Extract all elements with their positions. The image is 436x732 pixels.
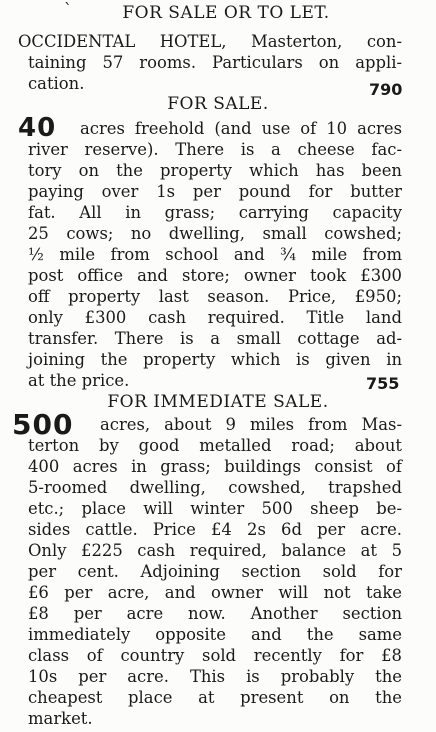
advert-line: paying over 1s per pound for butter: [28, 182, 402, 201]
advert-line: OCCIDENTAL HOTEL, Masterton, con-: [18, 32, 402, 51]
advert-line: £8 per acre now. Another section: [28, 604, 402, 623]
advert-line: etc.; place will winter 500 sheep be-: [28, 499, 402, 518]
advert-line: post office and store; owner took £300: [28, 266, 402, 285]
advert-line: market.: [28, 709, 93, 728]
advert-line: per cent. Adjoining section sold for: [28, 562, 402, 581]
advert-line: off property last season. Price, £950;: [28, 287, 402, 306]
advert-line: 25 cows; no dwelling, small cowshed;: [28, 224, 402, 243]
advert-line: tory on the property which has been: [28, 161, 402, 180]
advert-line: only £300 cash required. Title land: [28, 308, 402, 327]
advert-line: acres, about 9 miles from Mas-: [100, 415, 402, 434]
advert-line: immediately opposite and the same: [28, 625, 402, 644]
advert-line: Only £225 cash required, balance at 5: [28, 541, 402, 560]
advert-line: class of country sold recently for £8: [28, 646, 402, 665]
advert-line: joining the property which is given in: [28, 350, 402, 369]
advert-reference-number: 790: [369, 80, 403, 99]
advert-line: 10s per acre. This is probably the: [28, 667, 402, 686]
advert-line: terton by good metalled road; about: [28, 436, 402, 455]
advert-line: 5-roomed dwelling, cowshed, trapshed: [28, 478, 402, 497]
advert-line: ½ mile from school and ¾ mile from: [28, 245, 402, 264]
advert-line: taining 57 rooms. Particulars on appli-: [28, 53, 402, 72]
advert-line: £6 per acre, and owner will not take: [28, 583, 402, 602]
advert-heading: FOR SALE.: [167, 94, 269, 114]
advert-line: fat. All in grass; carrying capacity: [28, 203, 402, 222]
advert-line: at the price.: [28, 371, 130, 390]
advert-line: cheapest place at present on the: [28, 688, 402, 707]
advert-reference-number: 755: [366, 374, 400, 393]
advert-heading: FOR IMMEDIATE SALE.: [107, 392, 329, 412]
advert-line: acres freehold (and use of 10 acres: [80, 119, 402, 138]
advert-line: 400 acres in grass; buildings consist of: [28, 457, 402, 476]
advert-line: sides cattle. Price £4 2s 6d per acre.: [28, 520, 402, 539]
advert-line: transfer. There is a small cottage ad-: [28, 329, 402, 348]
advert-line: cation.: [28, 74, 85, 93]
print-mark: `: [64, 0, 72, 19]
advert-acreage-figure: 40: [18, 113, 57, 143]
advert-line: river reserve). There is a cheese fac-: [28, 140, 402, 159]
advert-heading: FOR SALE OR TO LET.: [122, 3, 330, 23]
advert-acreage-figure: 500: [12, 408, 74, 441]
